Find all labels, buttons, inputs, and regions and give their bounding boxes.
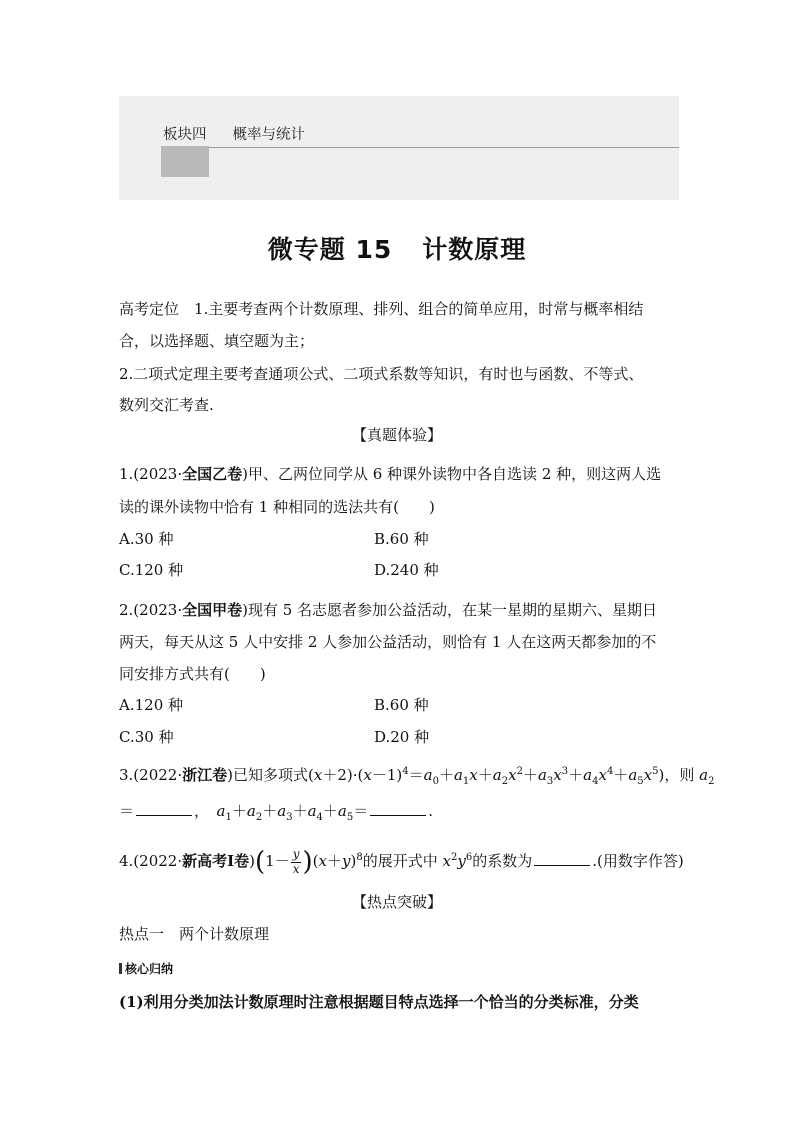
- question-2-line-3: 同安排方式共有( ): [119, 665, 266, 683]
- header-rule: [161, 147, 679, 148]
- header-grey-block: [161, 146, 209, 177]
- intro-line-4: 数列交汇考查.: [119, 396, 214, 414]
- question-1-source: 全国乙卷: [182, 465, 243, 483]
- bar-marker-icon: [119, 963, 122, 974]
- title-left: 微专题 15: [267, 235, 393, 264]
- question-4-source: 新高考Ⅰ卷: [182, 852, 250, 870]
- section-number: 板块四: [163, 127, 207, 143]
- intro-line-2: 合，以选择题、填空题为主；: [119, 332, 315, 350]
- paragraph-1: (1)利用分类加法计数原理时注意根据题目特点选择一个恰当的分类标准，分类: [119, 993, 639, 1011]
- title-right: 计数原理: [422, 235, 527, 264]
- question-1-option-c: C.120 种: [119, 561, 184, 579]
- answer-blank[interactable]: [534, 853, 590, 866]
- intro-line-3: 2.二项式定理主要考查通项公式、二项式系数等知识，有时也与函数、不等式、: [119, 365, 644, 383]
- section-label: [163, 123, 305, 144]
- answer-blank[interactable]: [136, 803, 192, 816]
- question-2-option-b: B.60 种: [374, 696, 429, 714]
- question-4-line-1: 4.(2022·新高考Ⅰ卷)(1－ $\frac{y}{x}$ )$(x+y)^8$的展开式中 $x^2y^6$的系数为 .(用数字作答): [119, 847, 684, 877]
- hot-point-1-label: 热点一 两个计数原理: [119, 925, 270, 943]
- question-1-option-a: A.30 种: [119, 530, 174, 548]
- question-2-source: 全国甲卷: [182, 601, 243, 619]
- question-2-option-d: D.20 种: [374, 728, 430, 746]
- core-summary-heading: 核心归纳: [119, 963, 173, 975]
- question-2-line-1: 2.(2023·全国甲卷)现有 5 名志愿者参加公益活动，在某一星期的星期六、星期日: [119, 601, 658, 619]
- section-title: 概率与统计: [232, 127, 305, 143]
- question-1-option-b: B.60 种: [374, 530, 429, 548]
- question-3-source: 浙江卷: [182, 766, 228, 784]
- section-heading-hot: 【热点突破】: [351, 893, 442, 911]
- question-3-line-1: 3.(2022·浙江卷)已知多项式$(x+2)\cdot(x-1)^4=a_0+a_1x+a_2x^2+a_3x^3+a_4x^4+a_5x^5$)，则 $a_2$: [119, 766, 715, 787]
- question-2-option-c: C.30 种: [119, 728, 174, 746]
- question-2-option-a: A.120 种: [119, 696, 183, 714]
- question-3-line-2: ＝ ， $a_1+a_2+a_3+a_4+a_5=$ .: [119, 802, 434, 823]
- question-1-line-2: 读的课外读物中恰有 1 种相同的选法共有( ): [119, 498, 435, 516]
- section-heading-real-exam: 【真题体验】: [351, 426, 442, 444]
- question-1-line-1: 1.(2023·全国乙卷)甲、乙两位同学从 6 种课外读物中各自选读 2 种，则这两人选: [119, 465, 662, 483]
- intro-line-1: 高考定位 1.主要考查两个计数原理、排列、组合的简单应用，时常与概率相结: [119, 300, 644, 318]
- answer-blank[interactable]: [370, 803, 426, 816]
- question-1-option-d: D.240 种: [374, 561, 439, 579]
- page-title: [0, 230, 794, 266]
- question-2-line-2: 两天，每天从这 5 人中安排 2 人参加公益活动，则恰有 1 人在这两天都参加的不: [119, 633, 657, 651]
